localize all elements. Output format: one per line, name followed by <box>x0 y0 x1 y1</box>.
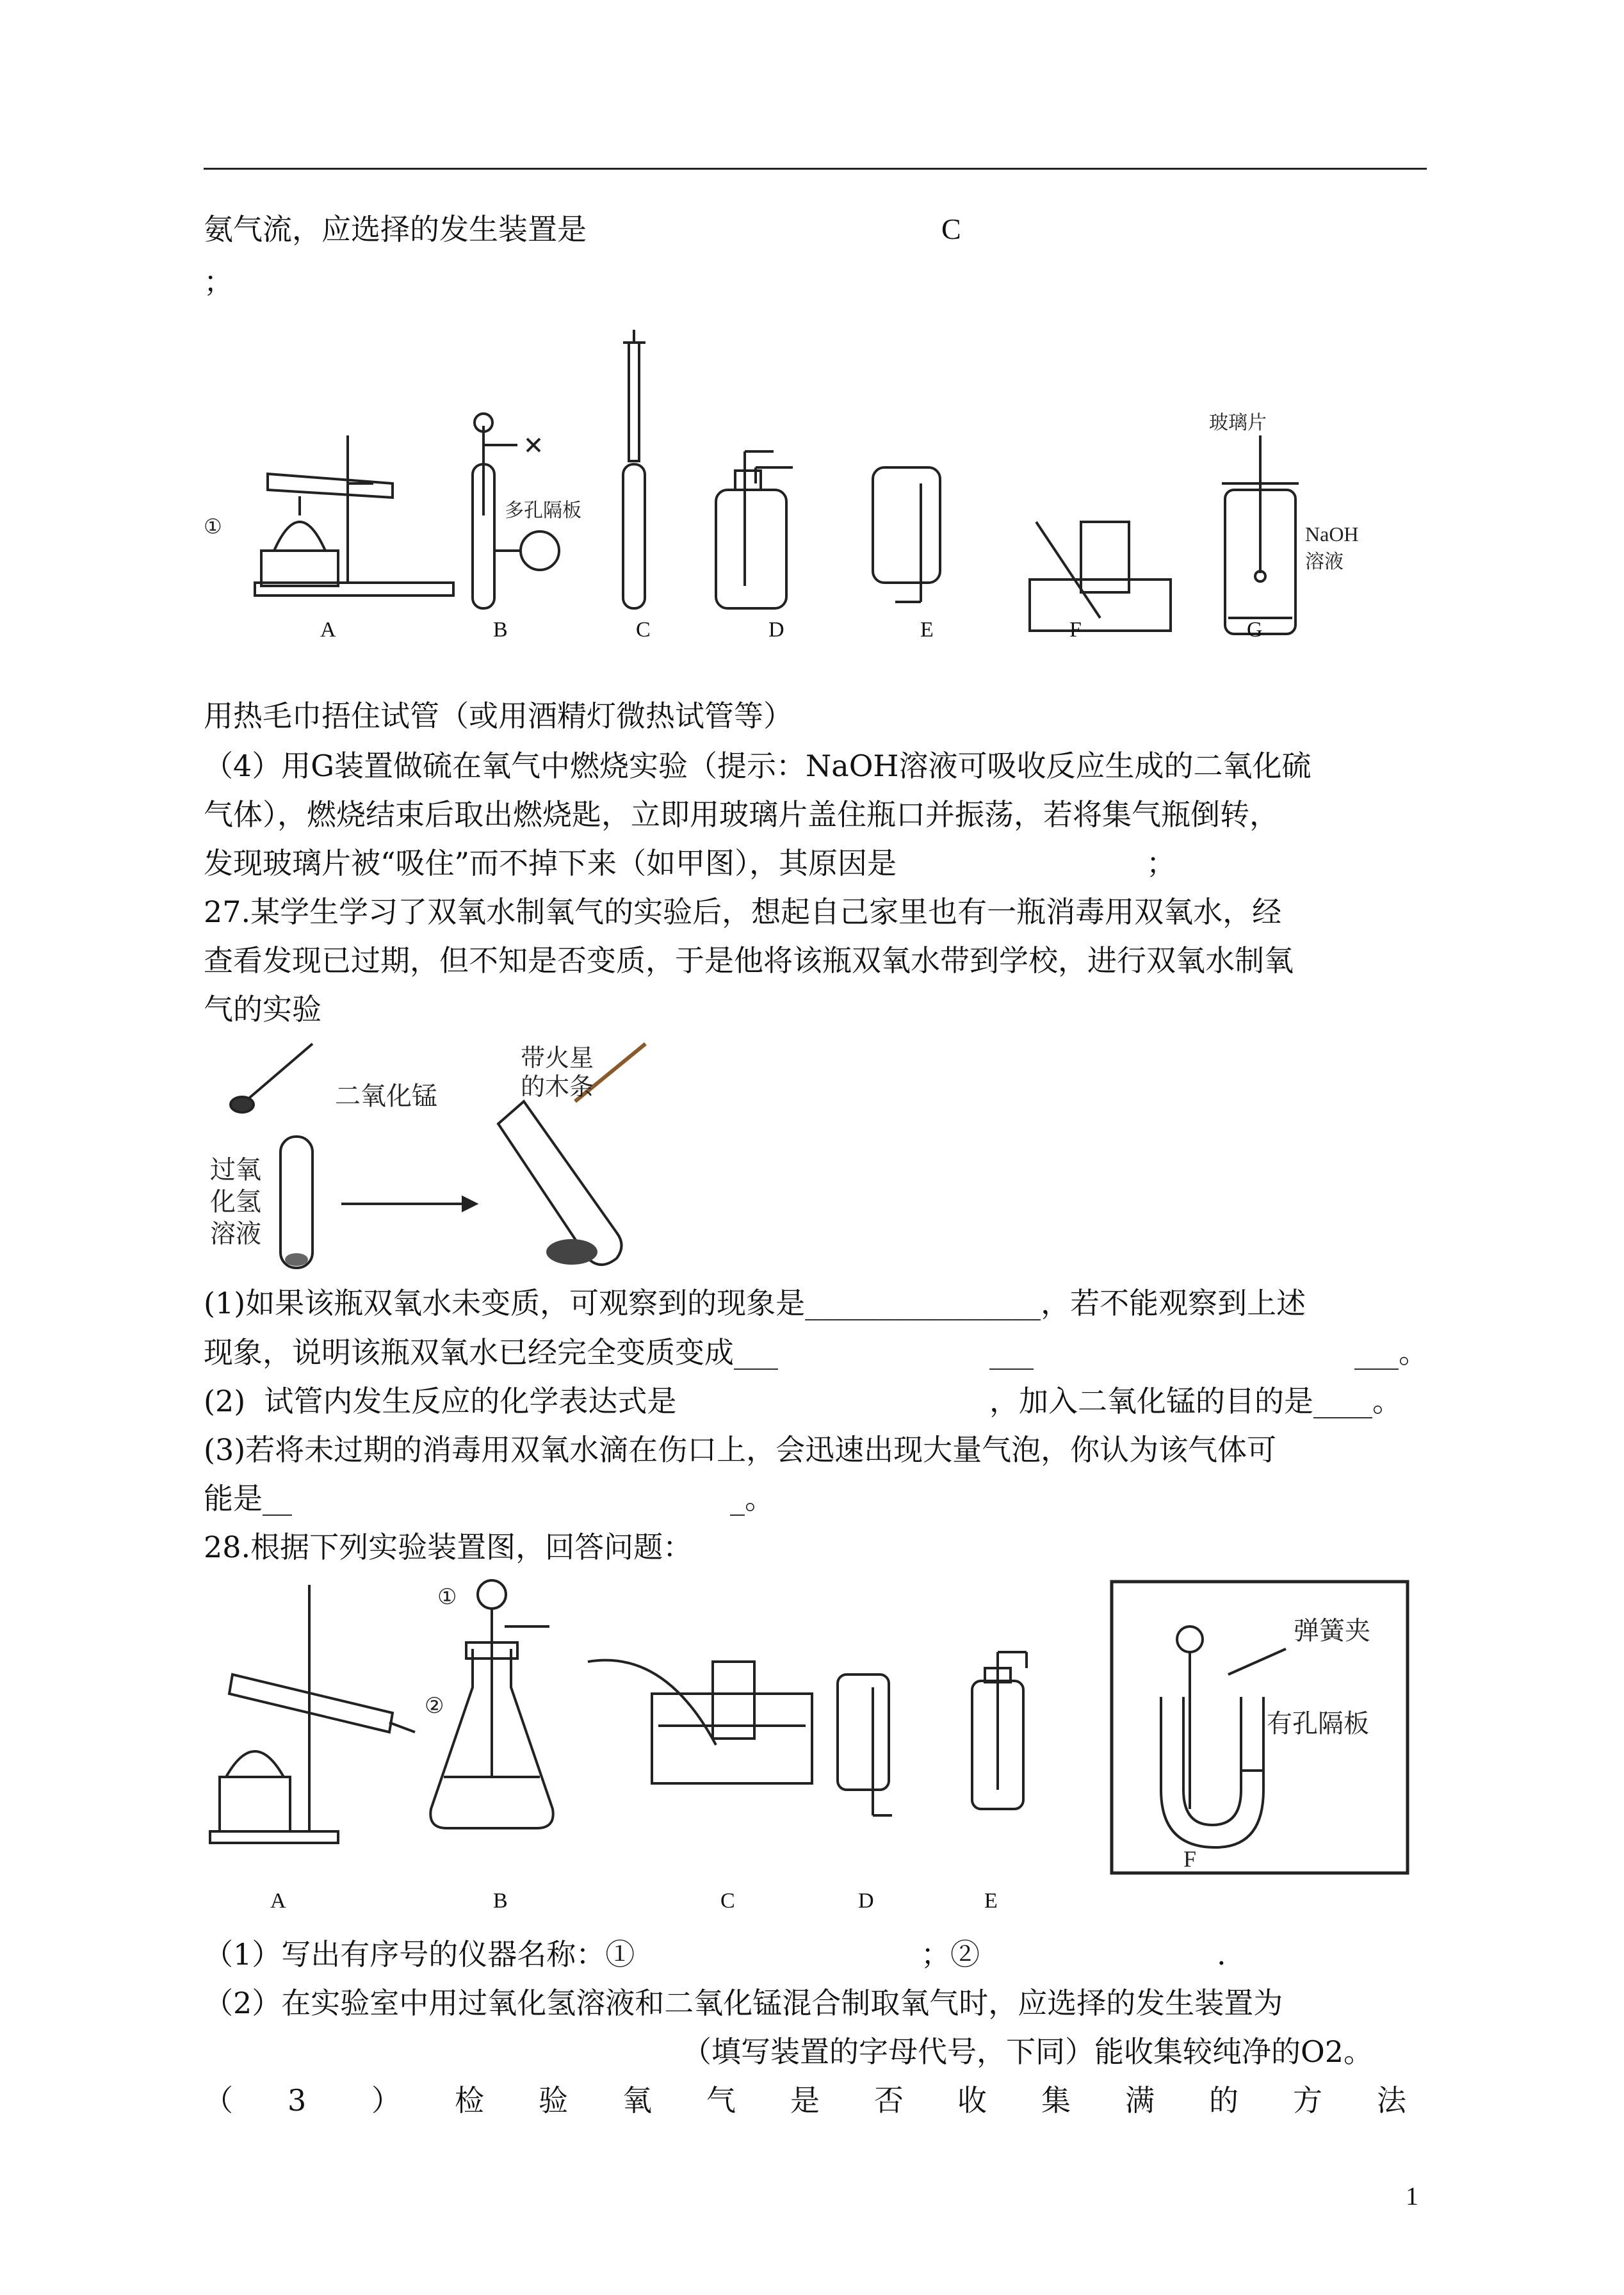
fig1-label-f: F <box>1069 618 1082 642</box>
q27-line3: 气的实验 <box>204 992 321 1026</box>
q28-title: 28.根据下列实验装置图，回答问题： <box>204 1530 693 1564</box>
fig1-label-e: E <box>920 618 934 642</box>
apparatus-figure-1 <box>204 330 1420 656</box>
q28-3-char: 检 <box>455 2083 484 2118</box>
q27-1-line2-a: 现象，说明该瓶双氧水已经完全变质变成___ <box>204 1335 778 1370</box>
q27-1-line2-c: ___。 <box>1354 1335 1428 1370</box>
q28-3-char: 法 <box>1377 2083 1406 2118</box>
fig2-label-f: F <box>1183 1846 1197 1872</box>
fig2-callout-1: ① <box>437 1584 457 1610</box>
q27-1-line2-b: ___ <box>989 1335 1034 1370</box>
q27-2-a: (2) 试管内发生反应的化学表达式是 <box>204 1384 677 1418</box>
fig1-label-g: G <box>1247 618 1263 642</box>
q28-3-line <box>204 2081 1427 2120</box>
spring-clip-label: 弹簧夹 <box>1294 1616 1370 1646</box>
q28-2-line1: （2）在实验室中用过氧化氢溶液和二氧化锰混合制取氧气时，应选择的发生装置为 <box>204 1986 1283 2020</box>
q28-3-char: 验 <box>539 2083 568 2118</box>
q28-3-char: 3 <box>288 2083 307 2118</box>
q27-1-line1: (1)如果该瓶双氧水未变质，可观察到的现象是________________，若不能观察到上述 <box>204 1286 1306 1320</box>
q26-4-line2: 气体），燃烧结束后取出燃烧匙，立即用玻璃片盖住瓶口并振荡，若将集气瓶倒转， <box>204 797 1279 832</box>
semicolon-line: ； <box>204 264 233 299</box>
perforated-plate-label: 有孔隔板 <box>1267 1709 1369 1739</box>
q28-1-c: . <box>1217 1937 1226 1972</box>
mno2-label: 二氧化锰 <box>335 1082 437 1111</box>
fig2-label-a: A <box>270 1889 286 1913</box>
q28-3-char: 方 <box>1293 2083 1322 2118</box>
q27-3-line1: (3)若将未过期的消毒用双氧水滴在伤口上，会迅速出现大量气泡，你认为该气体可 <box>204 1432 1277 1467</box>
q28-2-line2: （填写装置的字母代号，下同）能收集较纯净的O2。 <box>682 2034 1373 2069</box>
q28-3-char: 收 <box>957 2083 987 2118</box>
fig2-label-e: E <box>984 1889 998 1913</box>
fig2-label-b: B <box>493 1889 508 1913</box>
callout-1: ① <box>204 514 222 539</box>
q26-answer-line: 用热毛巾捂住试管（或用酒精灯微热试管等） <box>204 699 793 733</box>
answer-c: C <box>941 213 961 245</box>
fig1-label-c: C <box>636 618 651 642</box>
naoh-label: NaOH <box>1305 523 1359 546</box>
q27-line2: 查看发现已过期，但不知是否变质，于是他将该瓶双氧水带到学校，进行双氧水制氧 <box>204 943 1294 978</box>
solution-label: 溶液 <box>1305 551 1344 573</box>
q28-3-char: 集 <box>1041 2083 1071 2118</box>
q28-3-char: 否 <box>874 2083 904 2118</box>
line-ammonia: 氨气流，应选择的发生装置是 <box>204 212 587 247</box>
h2o2-label-3: 溶液 <box>210 1219 261 1249</box>
h2o2-label-1: 过氧 <box>210 1155 261 1185</box>
header-rule <box>204 168 1427 170</box>
q27-3-line2-a: 能是__ <box>204 1481 292 1516</box>
h2o2-experiment-figure <box>204 1041 671 1277</box>
h2o2-label-2: 化氢 <box>210 1187 261 1217</box>
fig1-label-a: A <box>320 618 336 642</box>
page-number: 1 <box>1406 2182 1418 2210</box>
fig1-label-b: B <box>493 618 508 642</box>
q28-3-char: ） <box>371 2083 401 2118</box>
q27-3-line2-b: _。 <box>730 1481 774 1516</box>
q28-1-a: （1）写出有序号的仪器名称：① <box>204 1937 635 1972</box>
splint-label-1: 带火星 <box>521 1044 594 1072</box>
q28-3-char: 满 <box>1125 2083 1155 2118</box>
q28-3-char: 氧 <box>622 2083 652 2118</box>
fig1-label-d: D <box>768 618 784 642</box>
glass-plate-label: 玻璃片 <box>1209 412 1267 434</box>
q28-1-b: ；② <box>921 1937 980 1972</box>
apparatus-figure-2 <box>204 1578 1427 1879</box>
q26-4-line1: （4）用G装置做硫在氧气中燃烧实验（提示：NaOH溶液可吸收反应生成的二氧化硫 <box>204 749 1311 783</box>
fig2-callout-2: ② <box>425 1693 444 1719</box>
fig2-label-d: D <box>858 1889 874 1913</box>
q26-4-line3: 发现玻璃片被“吸住”而不掉下来（如甲图），其原因是 <box>204 846 897 880</box>
fig2-label-c: C <box>720 1889 735 1913</box>
q28-3-char: 的 <box>1209 2083 1238 2118</box>
q27-line1: 27.某学生学习了双氧水制氧气的实验后，想起自己家里也有一瓶消毒用双氧水，经 <box>204 895 1282 929</box>
q26-4-line3-end: ； <box>1146 846 1176 880</box>
q28-3-char: （ <box>204 2083 233 2118</box>
q28-3-char: 是 <box>790 2083 820 2118</box>
splint-label-2: 的木条 <box>521 1073 594 1101</box>
q27-2-b: ，加入二氧化锰的目的是____。 <box>989 1384 1402 1418</box>
porous-plate-label: 多孔隔板 <box>505 499 581 522</box>
q28-3-char: 气 <box>706 2083 736 2118</box>
